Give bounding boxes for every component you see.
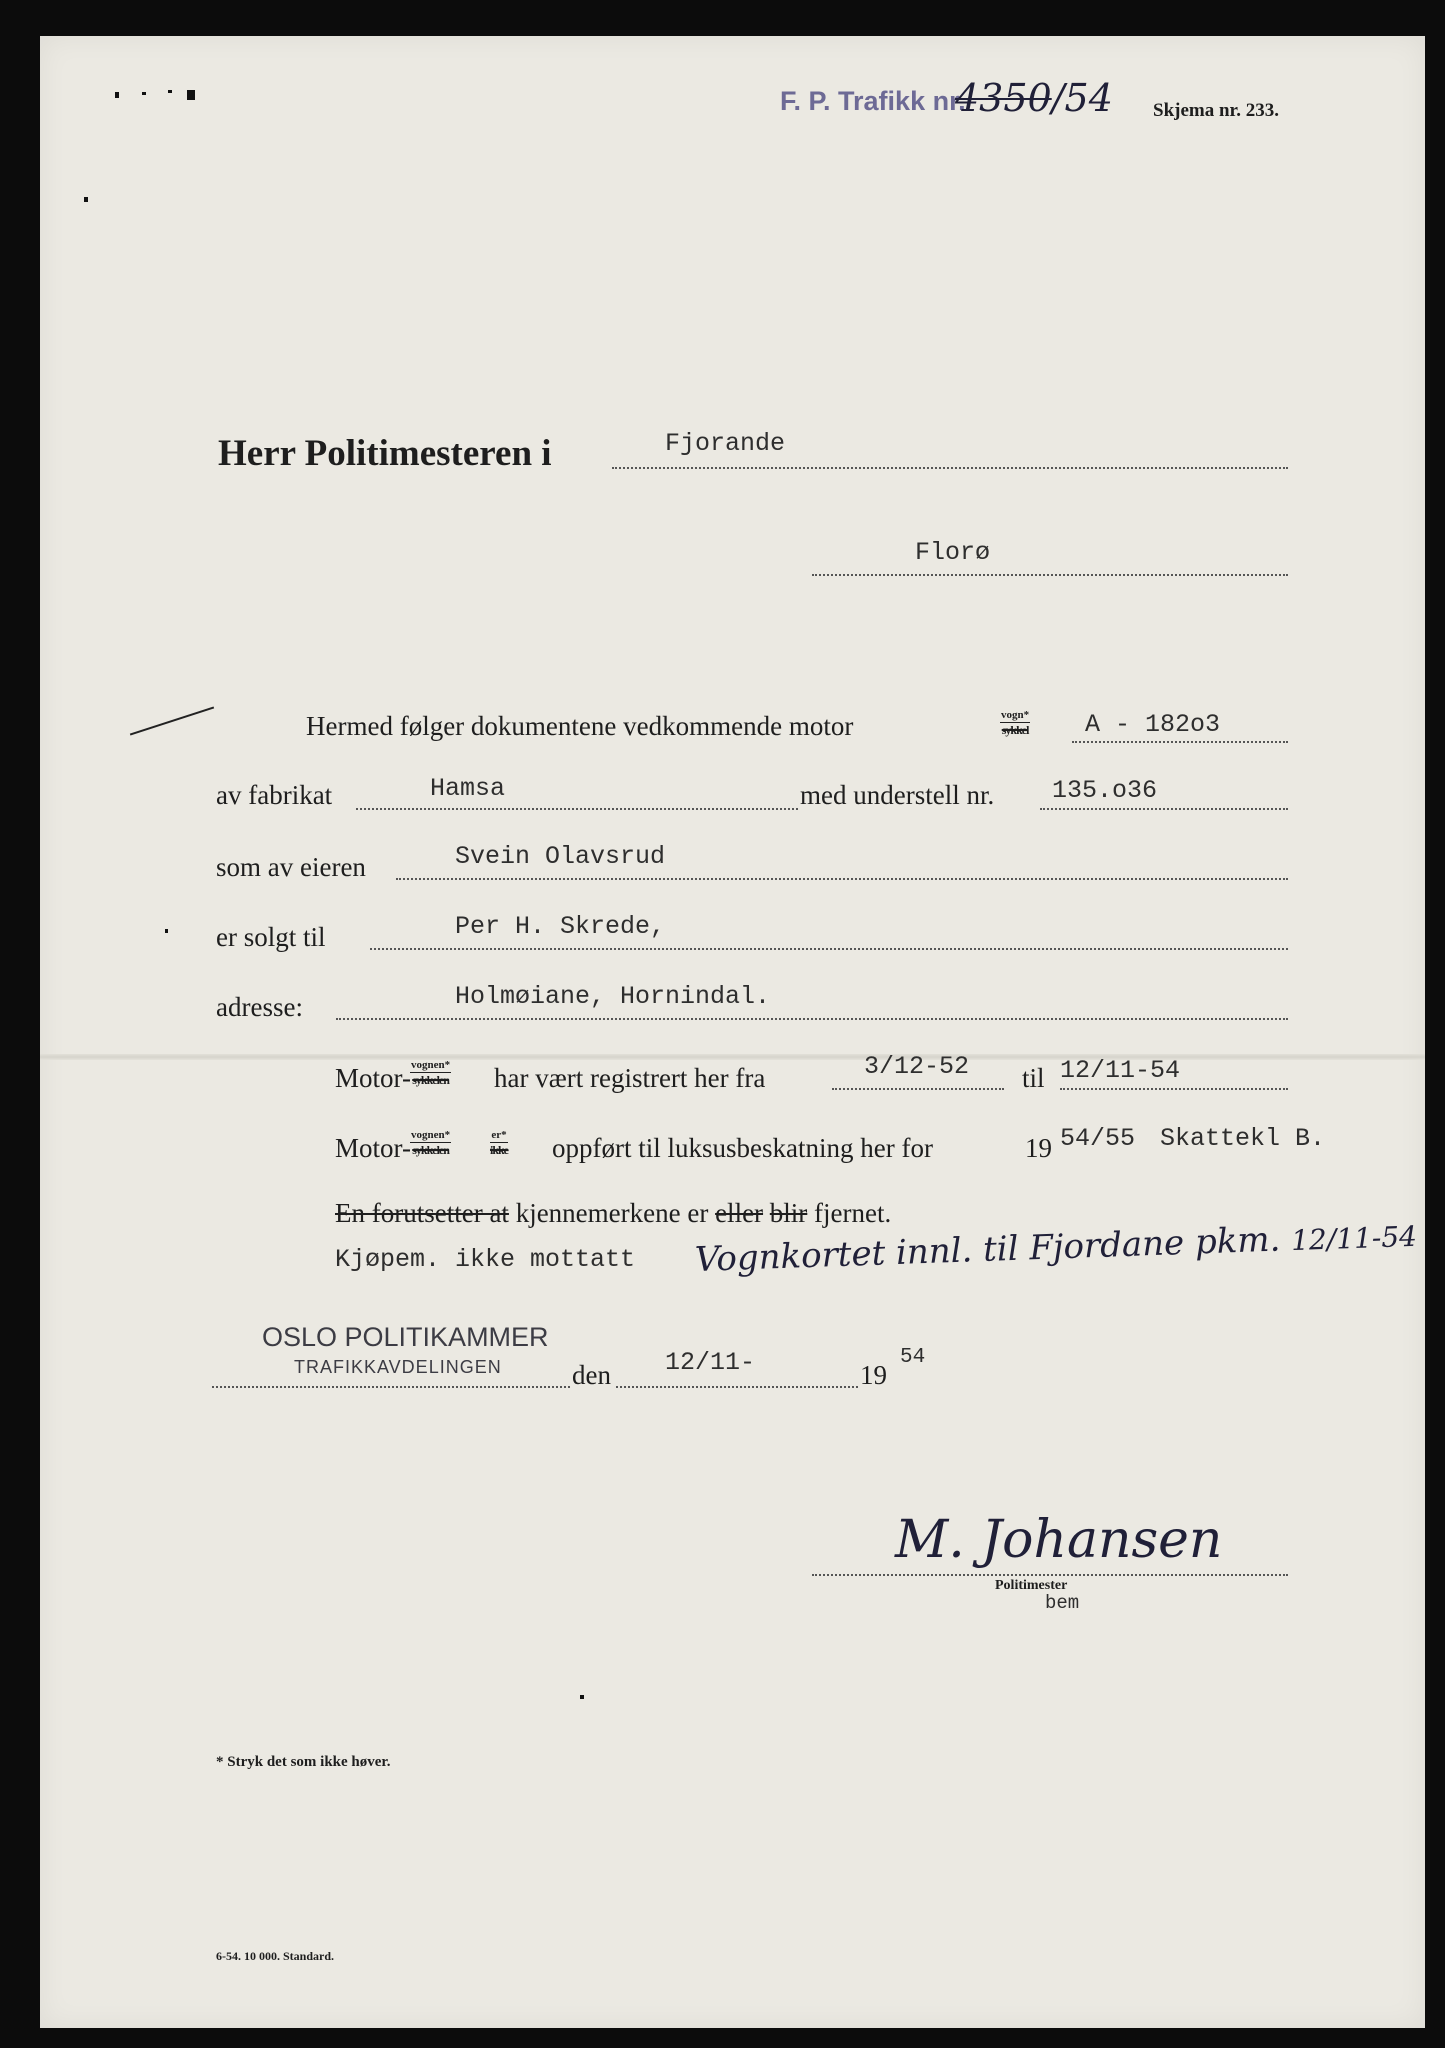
address-label: adresse:	[216, 992, 303, 1022]
margin-mark	[168, 90, 172, 93]
signature: M. Johansen	[895, 1510, 1223, 1570]
intro-text: Hermed følger dokumentene vedkommende motor	[306, 711, 854, 741]
sold-label: er solgt til	[216, 922, 326, 952]
plates-struck: En forutsetter at	[335, 1198, 509, 1228]
buyer-line	[370, 948, 1288, 950]
traffic-number-year: 54	[1064, 76, 1113, 120]
tax-option-2: er* ikke	[490, 1129, 509, 1157]
plates-struck-3: blir	[769, 1198, 808, 1228]
traffic-stamp	[780, 86, 966, 117]
fabrikat-label: av fabrikat	[216, 780, 333, 810]
owner-label: som av eieren	[216, 852, 366, 882]
fabrikat-value: Hamsa	[430, 774, 506, 803]
registered-from: 3/12-52	[864, 1052, 970, 1081]
form-number: Skjema nr. 233.	[1153, 100, 1279, 121]
place-value: Florø	[915, 538, 991, 567]
owner-line	[396, 878, 1288, 880]
margin-mark	[165, 929, 168, 933]
tax-text: oppført til luksusbeskatning her for	[552, 1133, 933, 1163]
margin-mark	[115, 92, 119, 98]
registration-value: A - 182o3	[1085, 710, 1221, 739]
print-info: 6-54. 10 000. Standard.	[216, 1949, 335, 1963]
registered-prefix: Motor-	[335, 1063, 411, 1093]
salutation: Herr Politimesteren i	[218, 433, 552, 474]
plates-text-2: fjernet.	[814, 1198, 892, 1228]
address-value: Holmøiane, Hornindal.	[455, 982, 771, 1011]
address-line	[336, 1018, 1288, 1020]
registration-line	[1072, 741, 1288, 743]
district-value: Fjorande	[665, 429, 786, 458]
registered-until-line	[1060, 1088, 1288, 1090]
office-stamp-line1: OSLO POLITIKAMMER	[262, 1322, 549, 1352]
signature-title-suffix: bem	[1045, 1592, 1080, 1614]
office-stamp	[262, 1322, 549, 1378]
note-handwritten-date: 12/11-54	[1290, 1219, 1418, 1258]
note-typed: Kjøpem. ikke mottatt	[335, 1245, 636, 1274]
place-line	[812, 574, 1288, 576]
margin-mark	[187, 90, 195, 100]
footnote: * Stryk det som ikke høver.	[216, 1754, 391, 1770]
traffic-number	[955, 76, 1113, 120]
date-year-printed: 19	[860, 1360, 887, 1390]
fabrikat-line	[356, 808, 798, 810]
plates-text-1: kjennemerkene er	[515, 1198, 709, 1228]
signature-line	[812, 1574, 1288, 1576]
traffic-number-value: 4350	[955, 76, 1052, 120]
tax-prefix: Motor-	[335, 1133, 411, 1163]
registered-until: 12/11-54	[1060, 1056, 1181, 1085]
paper-fold	[40, 1054, 1425, 1060]
plates-statement	[335, 1198, 891, 1229]
signature-title: Politimester	[995, 1578, 1068, 1593]
plates-struck-2: eller	[715, 1198, 764, 1228]
date-value: 12/11-	[665, 1348, 756, 1377]
margin-mark	[142, 92, 146, 95]
date-year-typed: 54	[900, 1346, 926, 1369]
registered-from-line	[832, 1088, 1004, 1090]
document-page	[40, 36, 1425, 2028]
date-label: den	[572, 1360, 611, 1390]
tax-option: vognen* sykkelen	[411, 1129, 451, 1157]
traffic-number-separator: /	[1051, 76, 1065, 120]
chassis-label: med understell nr.	[800, 780, 995, 810]
office-line	[212, 1386, 570, 1388]
intro-option: vogn* sykkel	[1001, 709, 1030, 737]
chassis-value: 135.o36	[1052, 776, 1158, 805]
margin-mark	[84, 197, 88, 202]
note-handwritten-text: Vognkortet innl. til Fjordane pkm.	[694, 1219, 1281, 1280]
registered-option: vognen* sykkelen	[411, 1059, 451, 1087]
tax-year-typed: 54/55	[1060, 1124, 1136, 1153]
district-line	[612, 467, 1288, 469]
tax-class: Skattekl B.	[1160, 1124, 1326, 1153]
date-line	[616, 1386, 858, 1388]
chassis-line	[1040, 808, 1288, 810]
buyer-value: Per H. Skrede,	[455, 912, 666, 941]
office-stamp-line2: TRAFIKKAVDELINGEN	[294, 1357, 502, 1377]
margin-mark	[580, 1695, 584, 1699]
tax-year-printed: 19	[1025, 1133, 1052, 1163]
registered-text: har vært registrert her fra	[494, 1063, 766, 1093]
owner-value: Svein Olavsrud	[455, 842, 666, 871]
registered-until-label: til	[1022, 1063, 1045, 1093]
traffic-stamp-text: F. P. Trafikk nr.	[780, 86, 966, 116]
